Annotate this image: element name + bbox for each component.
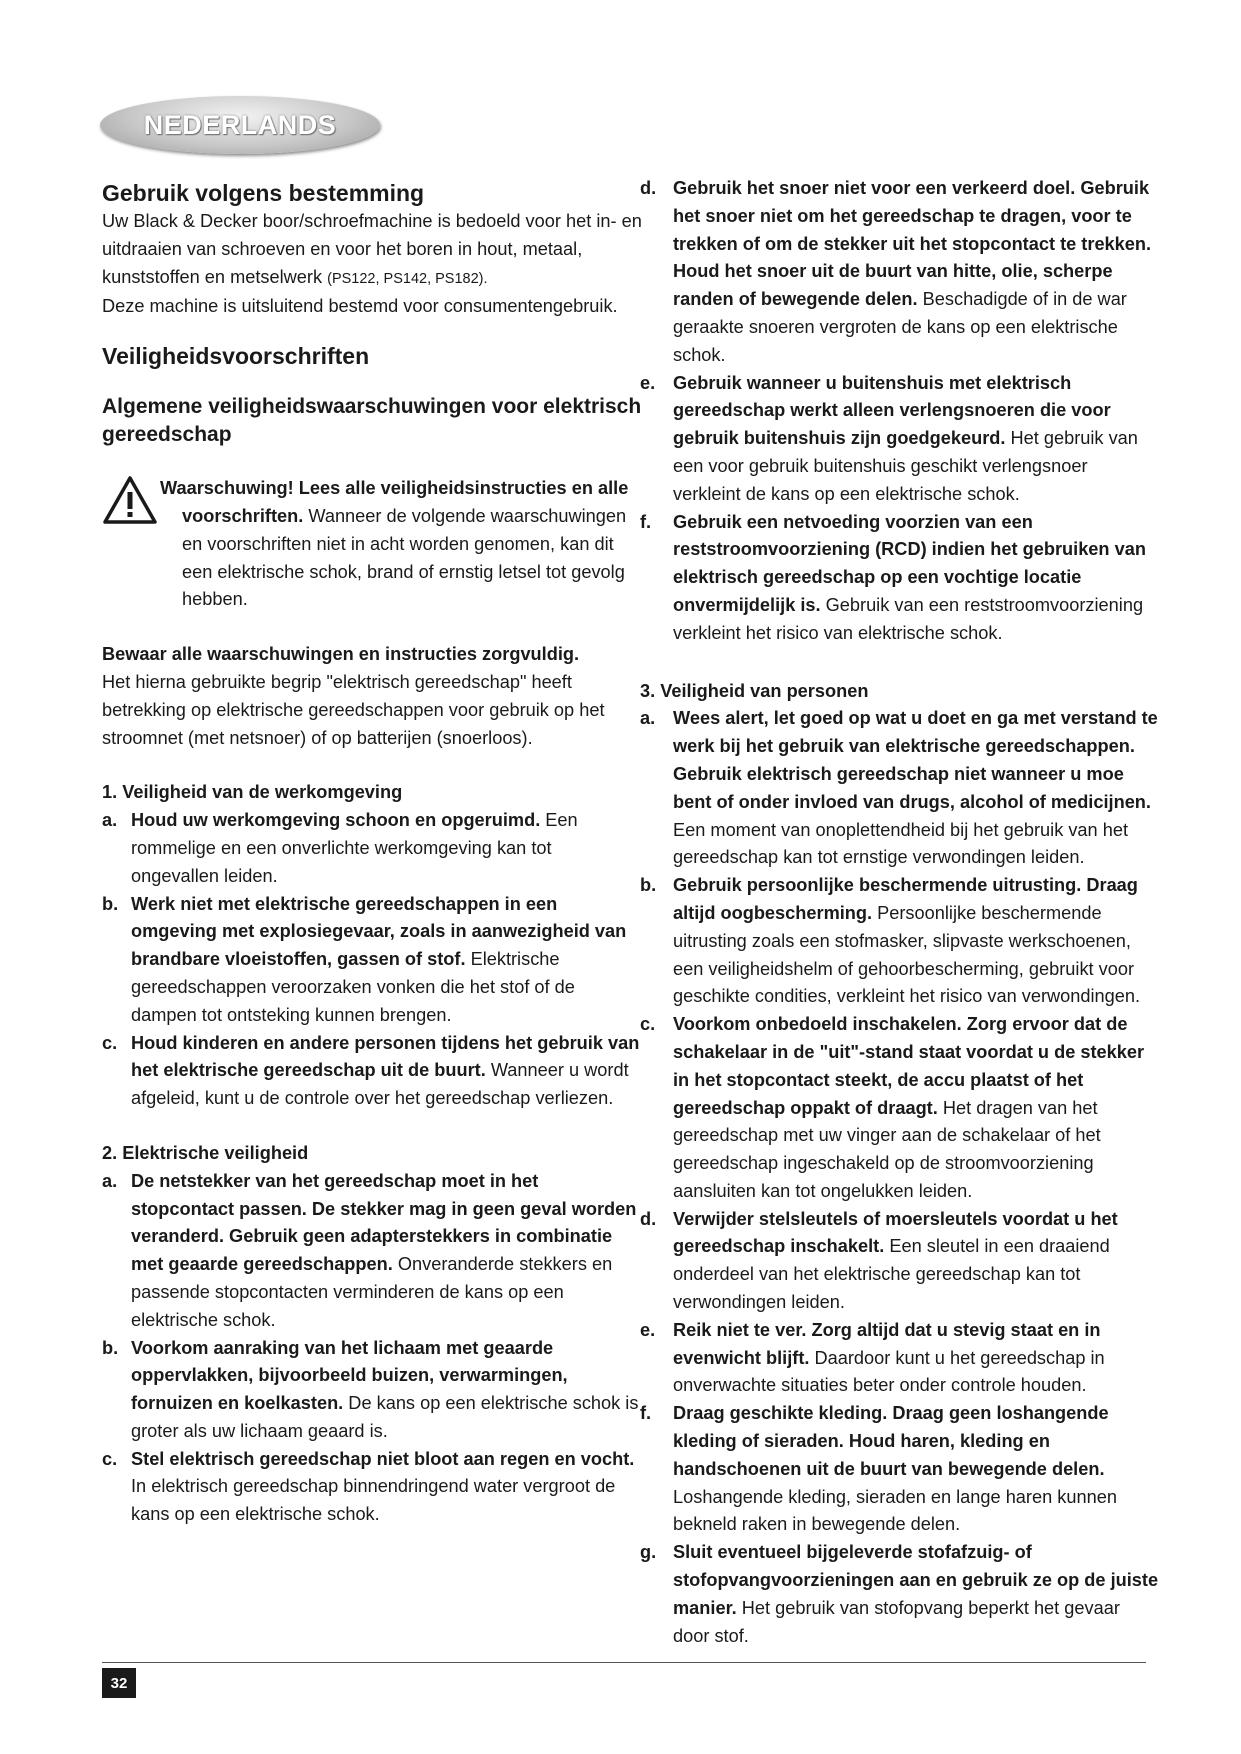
warning-triangle-icon bbox=[102, 475, 158, 525]
list-item: e. Reik niet te ver. Zorg altijd dat u stevig staat en in evenwicht blijft. Daardoor kunt u het gereedschap in onverwachte situaties beter onder controle houden. bbox=[640, 1319, 1105, 1396]
list-item: c. Voorkom onbedoeld inschakelen. Zorg ervoor dat de schakelaar in de "uit"-stand staat voordat u de stekker in het stopcontact steekt, de accu plaatst of het gereedschap oppakt of draagt. Het dragen van het gereedschap met uw vinger aan de schakelaar of het gereedschap ingeschakeld op de stroomvoorziening aansluiten kan tot ongelukken leiden. bbox=[640, 1014, 1145, 1201]
right-column bbox=[640, 175, 1160, 1650]
keep-instructions: Bewaar alle waarschuwingen en instructies zorgvuldig. Het hierna gebruikte begrip "elektrisch gereedschap" heeft betrekking op elektrische gereedschappen voor gebruik op het stroomnet (met netsnoer) of op batterijen (snoerloos). bbox=[102, 644, 605, 748]
list-item: f. Draag geschikte kleding. Draag geen loshangende kleding of sieraden. Houd haren, kleding en handschoenen uit de buurt van bewegende delen. Loshangende kleding, sieraden en lange haren kunnen bekneld raken in bewegende delen. bbox=[640, 1403, 1117, 1535]
intended-use-title: Gebruik volgens bestemming bbox=[102, 180, 425, 206]
list-item: g. Sluit eventueel bijgeleverde stofafzuig- of stofopvangvoorzieningen aan en gebruik ze op de juiste manier. Het gebruik van stofopvang beperkt het gevaar door stof. bbox=[640, 1542, 1159, 1646]
page-number: 32 bbox=[102, 1668, 136, 1698]
list-item: b. Werk niet met elektrische gereedschappen in een omgeving met explosiegevaar, zoals in aanwezigheid van brandbare vloeistoffen, gassen of stof. Elektrische gereedschappen veroorzaken vonken die het stof of de dampen tot ontsteking kunnen brengen. bbox=[102, 893, 627, 1025]
list-item: a. De netstekker van het gereedschap moet in het stopcontact passen. De stekker mag in geen geval worden veranderd. Gebruik geen adapterstekkers in combinatie met geaarde gereedschappen. Onveranderde stekkers en passende stopcontacten verminderen de kans op een elektrische schok. bbox=[102, 1170, 637, 1330]
list-item: b. Gebruik persoonlijke beschermende uitrusting. Draag altijd oogbescherming. Persoonlijke beschermende uitrusting zoals een stofmasker, slipvaste werkschoenen, een veiligheidshelm of gehoorbescherming, gebruikt voor geschikte condities, verkleint het risico van verwondingen. bbox=[640, 875, 1141, 1007]
warning-text: Waarschuwing! Lees alle veiligheidsinstructies en alle voorschriften. Wanneer de volgende waarschuwingen en voorschriften niet in acht worden genomen, kan dit een elektrische schok, brand of ernstig letsel tot gevolg hebben. bbox=[160, 478, 629, 610]
warning-block bbox=[102, 475, 642, 614]
general-warnings-title: Algemene veiligheidswaarschuwingen voor elektrisch gereedschap bbox=[102, 395, 642, 447]
model-numbers: (PS122, PS142, PS182). bbox=[327, 270, 488, 287]
list-item: a. Wees alert, let goed op wat u doet en ga met verstand te werk bij het gebruik van elektrische gereedschappen. Gebruik elektrisch gereedschap niet wanneer u moe bent of onder invloed van drugs, alcohol of medicijnen. Een moment van onoplettendheid bij het gebruik van het gereedschap kan tot ernstige verwondingen leiden. bbox=[640, 708, 1158, 868]
left-column bbox=[102, 178, 642, 1529]
section3-heading: 3. Veiligheid van personen bbox=[640, 680, 869, 701]
footer-rule bbox=[102, 1662, 1146, 1663]
list-item: f. Gebruik een netvoeding voorzien van een reststroomvoorziening (RCD) indien het gebruiken van elektrisch gereedschap op een vochtige locatie onvermijdelijk is. Gebruik van een reststroomvoorziening verkleint het risico van elektrische schok. bbox=[640, 511, 1146, 643]
intended-use-consumer: Deze machine is uitsluitend bestemd voor consumentengebruik. bbox=[102, 296, 618, 317]
list-item: b. Voorkom aanraking van het lichaam met geaarde oppervlakken, bijvoorbeeld buizen, verwarmingen, fornuizen en koelkasten. De kans op een elektrische schok is groter als uw lichaam geaard is. bbox=[102, 1337, 639, 1441]
language-label: NEDERLANDS bbox=[143, 109, 337, 140]
list-item: d. Gebruik het snoer niet voor een verkeerd doel. Gebruik het snoer niet om het gereedschap te dragen, voor te trekken of om de stekker uit het stopcontact te trekken. Houd het snoer uit de buurt van hitte, olie, scherpe randen of bewegende delen. Beschadigde of in de war geraakte snoeren vergroten de kans op een elektrische schok. bbox=[640, 178, 1152, 365]
intended-use-text: Uw Black & Decker boor/schroefmachine is bedoeld voor het in- en uitdraaien van schroeven en voor het boren in hout, metaal, kunststoffen en metselwerk (PS122, PS142, PS182). bbox=[102, 211, 642, 287]
list-item: e. Gebruik wanneer u buitenshuis met elektrisch gereedschap werkt alleen verlengsnoeren die voor gebruik buitenshuis zijn goedgekeurd. Het gebruik van een voor gebruik buitenshuis geschikt verlengsnoer verkleint de kans op een elektrische schok. bbox=[640, 372, 1138, 504]
list-item: c. Houd kinderen en andere personen tijdens het gebruik van het elektrische gereedschap uit de buurt. Wanneer u wordt afgeleid, kunt u de controle over het gereedschap verliezen. bbox=[102, 1032, 640, 1109]
list-item: c. Stel elektrisch gereedschap niet bloot aan regen en vocht. In elektrisch gereedschap binnendringend water vergroot de kans op een elektrische schok. bbox=[102, 1448, 635, 1525]
language-badge bbox=[100, 96, 380, 154]
section2-heading: 2. Elektrische veiligheid bbox=[102, 1142, 309, 1163]
list-item: a. Houd uw werkomgeving schoon en opgeruimd. Een rommelige en een onverlichte werkomgeving kan tot ongevallen leiden. bbox=[102, 810, 578, 886]
safety-title: Veiligheidsvoorschriften bbox=[102, 343, 370, 370]
section1-heading: 1. Veiligheid van de werkomgeving bbox=[102, 782, 403, 803]
list-item: d. Verwijder stelsleutels of moersleutels voordat u het gereedschap inschakelt. Een sleutel in een draaiend onderdeel van het elektrische gereedschap kan tot verwondingen leiden. bbox=[640, 1208, 1118, 1313]
